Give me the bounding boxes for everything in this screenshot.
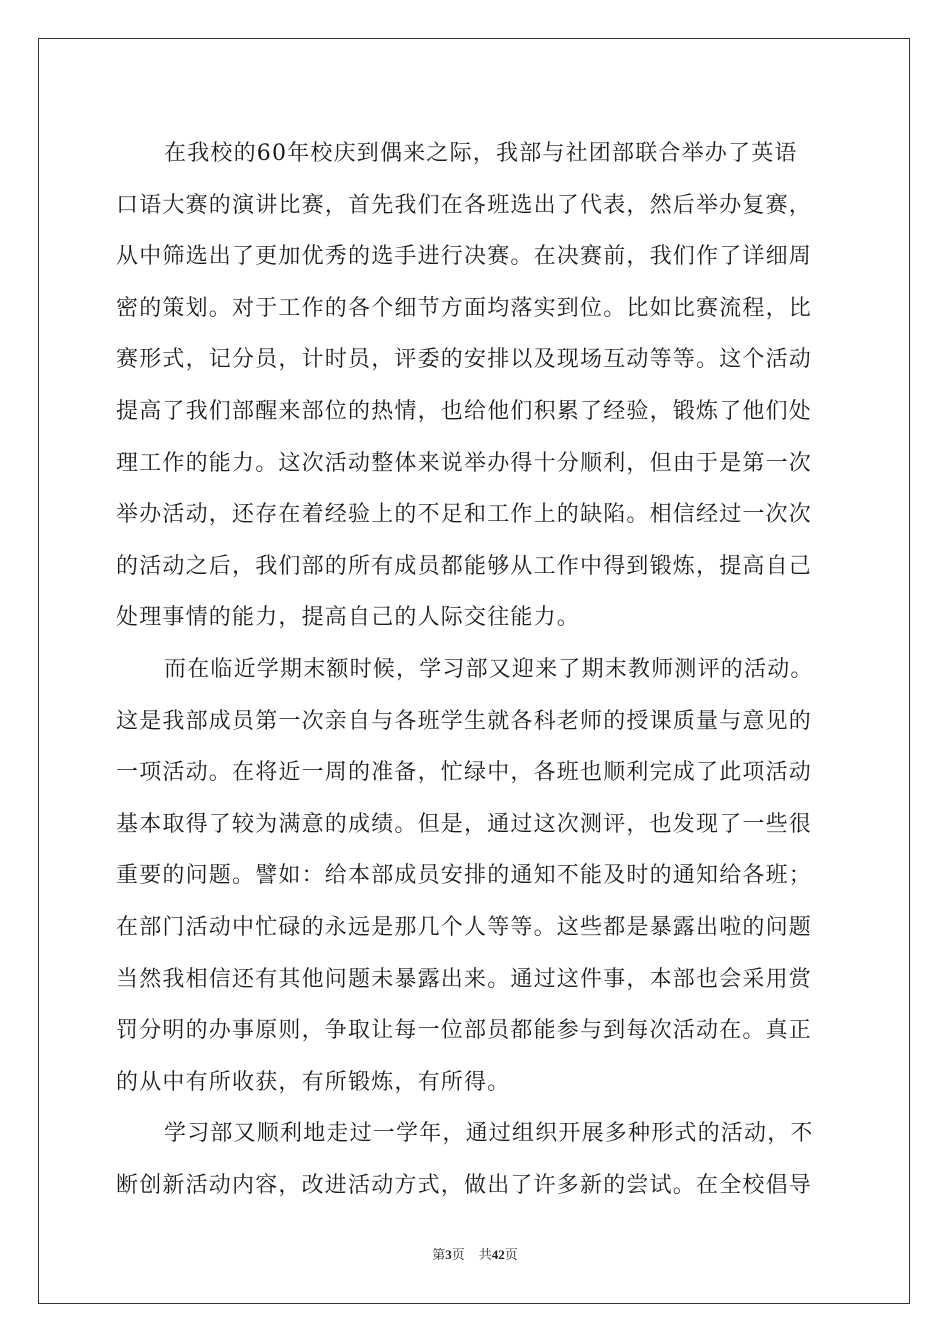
text-line: 举办活动，还存在着经验上的不足和工作上的缺陷。相信经过一次次: [116, 502, 813, 528]
page-label-prefix: 第: [432, 1247, 446, 1262]
text-line: 基本取得了较为满意的成绩。但是，通过这次测评，也发现了一些很: [116, 811, 813, 837]
text-line: 处理事情的能力，提高自己的人际交往能力。: [116, 605, 581, 631]
text-line: 重要的问题。譬如：给本部成员安排的通知不能及时的通知给各班；: [116, 863, 813, 889]
text-line: 提高了我们部醒来部位的热情，也给他们积累了经验，锻炼了他们处: [116, 398, 813, 424]
text-line: 的活动之后，我们部的所有成员都能够从工作中得到锻炼，提高自己: [116, 553, 813, 579]
text-line: 当然我相信还有其他问题未暴露出来。通过这件事，本部也会采用赏: [116, 966, 813, 992]
text-line: 而在临近学期末额时候，学习部又迎来了期末教师测评的活动。: [164, 656, 814, 682]
page-label-suffix: 页: [451, 1247, 465, 1262]
page-footer: [0, 1246, 950, 1264]
current-page-number: 3: [445, 1247, 452, 1262]
text-line: 理工作的能力。这次活动整体来说举办得十分顺利，但由于是第一次: [116, 450, 813, 476]
text-line: 在我校的60年校庆到偶来之际，我部与社团部联合举办了英语: [164, 141, 798, 166]
text-line: 口语大赛的演讲比赛，首先我们在各班选出了代表，然后举办复赛，: [116, 192, 813, 218]
paragraph-3: [116, 1108, 834, 1211]
text-line: 学习部又顺利地走过一学年，通过组织开展多种形式的活动，不: [164, 1121, 814, 1147]
text-line: 一项活动。在将近一周的准备，忙绿中，各班也顺利完成了此项活动: [116, 760, 813, 786]
text-line: 密的策划。对于工作的各个细节方面均落实到位。比如比赛流程，比: [116, 295, 813, 321]
paragraph-1: [116, 128, 834, 644]
total-label-prefix: 共: [478, 1247, 492, 1262]
document-body: [116, 128, 834, 1211]
text-line: 从中筛选出了更加优秀的选手进行决赛。在决赛前，我们作了详细周: [116, 244, 813, 270]
total-pages-number: 42: [491, 1247, 505, 1262]
total-label-suffix: 页: [504, 1247, 518, 1262]
text-line: 在部门活动中忙碌的永远是那几个人等等。这些都是暴露出啦的问题: [116, 914, 813, 940]
text-line: 断创新活动内容，改进活动方式，做出了许多新的尝试。在全校倡导: [116, 1172, 813, 1198]
text-line: 这是我部成员第一次亲自与各班学生就各科老师的授课质量与意见的: [116, 708, 813, 734]
text-line: 罚分明的办事原则，争取让每一位部员都能参与到每次活动在。真正: [116, 1018, 813, 1044]
paragraph-2: [116, 644, 834, 1108]
text-line: 赛形式，记分员，计时员，评委的安排以及现场互动等等。这个活动: [116, 347, 813, 373]
text-line: 的从中有所收获，有所锻炼，有所得。: [116, 1069, 511, 1095]
